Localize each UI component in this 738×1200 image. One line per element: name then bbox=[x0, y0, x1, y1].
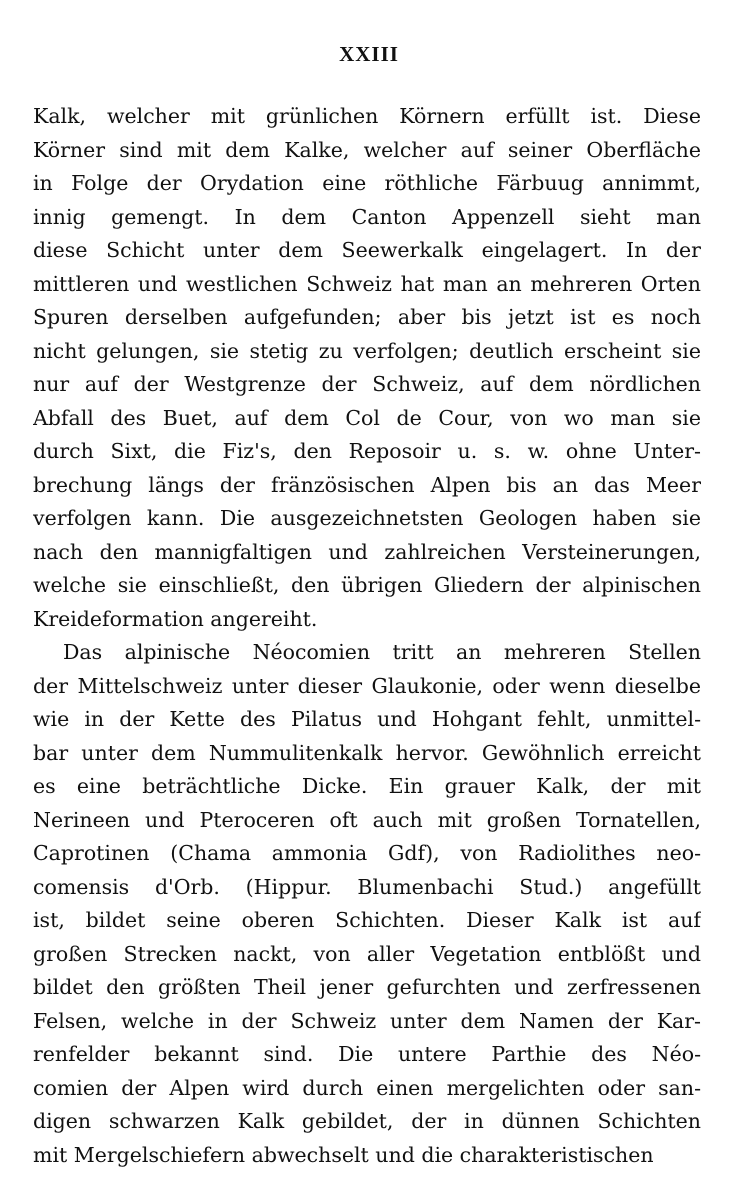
text-line: diese Schicht unter dem Seewerkalk eingelagert. In der bbox=[33, 238, 701, 262]
text-line: wie in der Kette des Pilatus und Hohgant fehlt, unmittel- bbox=[33, 707, 701, 731]
text-line: Caprotinen (Chama ammonia Gdf), von Radiolithes neo- bbox=[33, 841, 701, 865]
text-line-paragraph-start: Das alpinische Néocomien tritt an mehreren Stellen bbox=[63, 640, 701, 664]
text-line: durch Sixt, die Fiz's, den Reposoir u. s. w. ohne Unter- bbox=[33, 439, 701, 463]
text-line: bar unter dem Nummulitenkalk hervor. Gewöhnlich erreicht bbox=[33, 740, 701, 765]
text-line: mit Mergelschiefern abwechselt und die charakteristischen bbox=[33, 1142, 654, 1167]
body-text bbox=[33, 100, 701, 1172]
text-line: Nerineen und Pteroceren oft auch mit großen Tornatellen, bbox=[33, 807, 701, 832]
text-line: Felsen, welche in der Schweiz unter dem Namen der Kar- bbox=[33, 1008, 701, 1033]
text-line: welche sie einschließt, den übrigen Gliedern der alpinischen bbox=[33, 573, 701, 597]
text-line: Kalk, welcher mit grünlichen Körnern erfüllt ist. Diese bbox=[33, 104, 701, 128]
page-number: XXIII bbox=[339, 42, 399, 66]
text-line: nicht gelungen, sie stetig zu verfolgen; deutlich erscheint sie bbox=[33, 338, 701, 363]
text-line: in Folge der Orydation eine röthliche Färbuug annimmt, bbox=[33, 171, 701, 195]
text-line: ist, bildet seine oberen Schichten. Dieser Kalk ist auf bbox=[33, 908, 701, 932]
text-line: comien der Alpen wird durch einen mergelichten oder san- bbox=[33, 1075, 701, 1100]
text-line: brechung längs der fränzösischen Alpen bis an das Meer bbox=[33, 472, 701, 497]
text-line: der Mittelschweiz unter dieser Glaukonie, oder wenn dieselbe bbox=[33, 673, 701, 698]
text-line: bildet den größten Theil jener gefurchten und zerfressenen bbox=[33, 975, 701, 999]
text-line: nur auf der Westgrenze der Schweiz, auf dem nördlichen bbox=[33, 372, 701, 396]
text-line: comensis d'Orb. (Hippur. Blumenbachi Stud.) angefüllt bbox=[33, 874, 701, 899]
text-line: nach den mannigfaltigen und zahlreichen Versteinerungen, bbox=[33, 539, 701, 564]
text-line: Spuren derselben aufgefunden; aber bis jetzt ist es noch bbox=[33, 305, 701, 329]
text-line: innig gemengt. In dem Canton Appenzell sieht man bbox=[33, 204, 701, 229]
text-line: Körner sind mit dem Kalke, welcher auf seiner Oberfläche bbox=[33, 137, 701, 162]
text-line: großen Strecken nackt, von aller Vegetation entblößt und bbox=[33, 941, 701, 966]
text-line-paragraph-end: Kreideformation angereiht. bbox=[33, 606, 318, 631]
text-line: digen schwarzen Kalk gebildet, der in dünnen Schichten bbox=[33, 1109, 701, 1133]
text-line: renfelder bekannt sind. Die untere Parthie des Néo- bbox=[33, 1042, 701, 1066]
text-line: es eine beträchtliche Dicke. Ein grauer Kalk, der mit bbox=[33, 774, 701, 798]
text-line: verfolgen kann. Die ausgezeichnetsten Geologen haben sie bbox=[33, 506, 701, 530]
text-line: Abfall des Buet, auf dem Col de Cour, von wo man sie bbox=[33, 405, 701, 430]
text-line: mittleren und westlichen Schweiz hat man an mehreren Orten bbox=[33, 271, 701, 296]
